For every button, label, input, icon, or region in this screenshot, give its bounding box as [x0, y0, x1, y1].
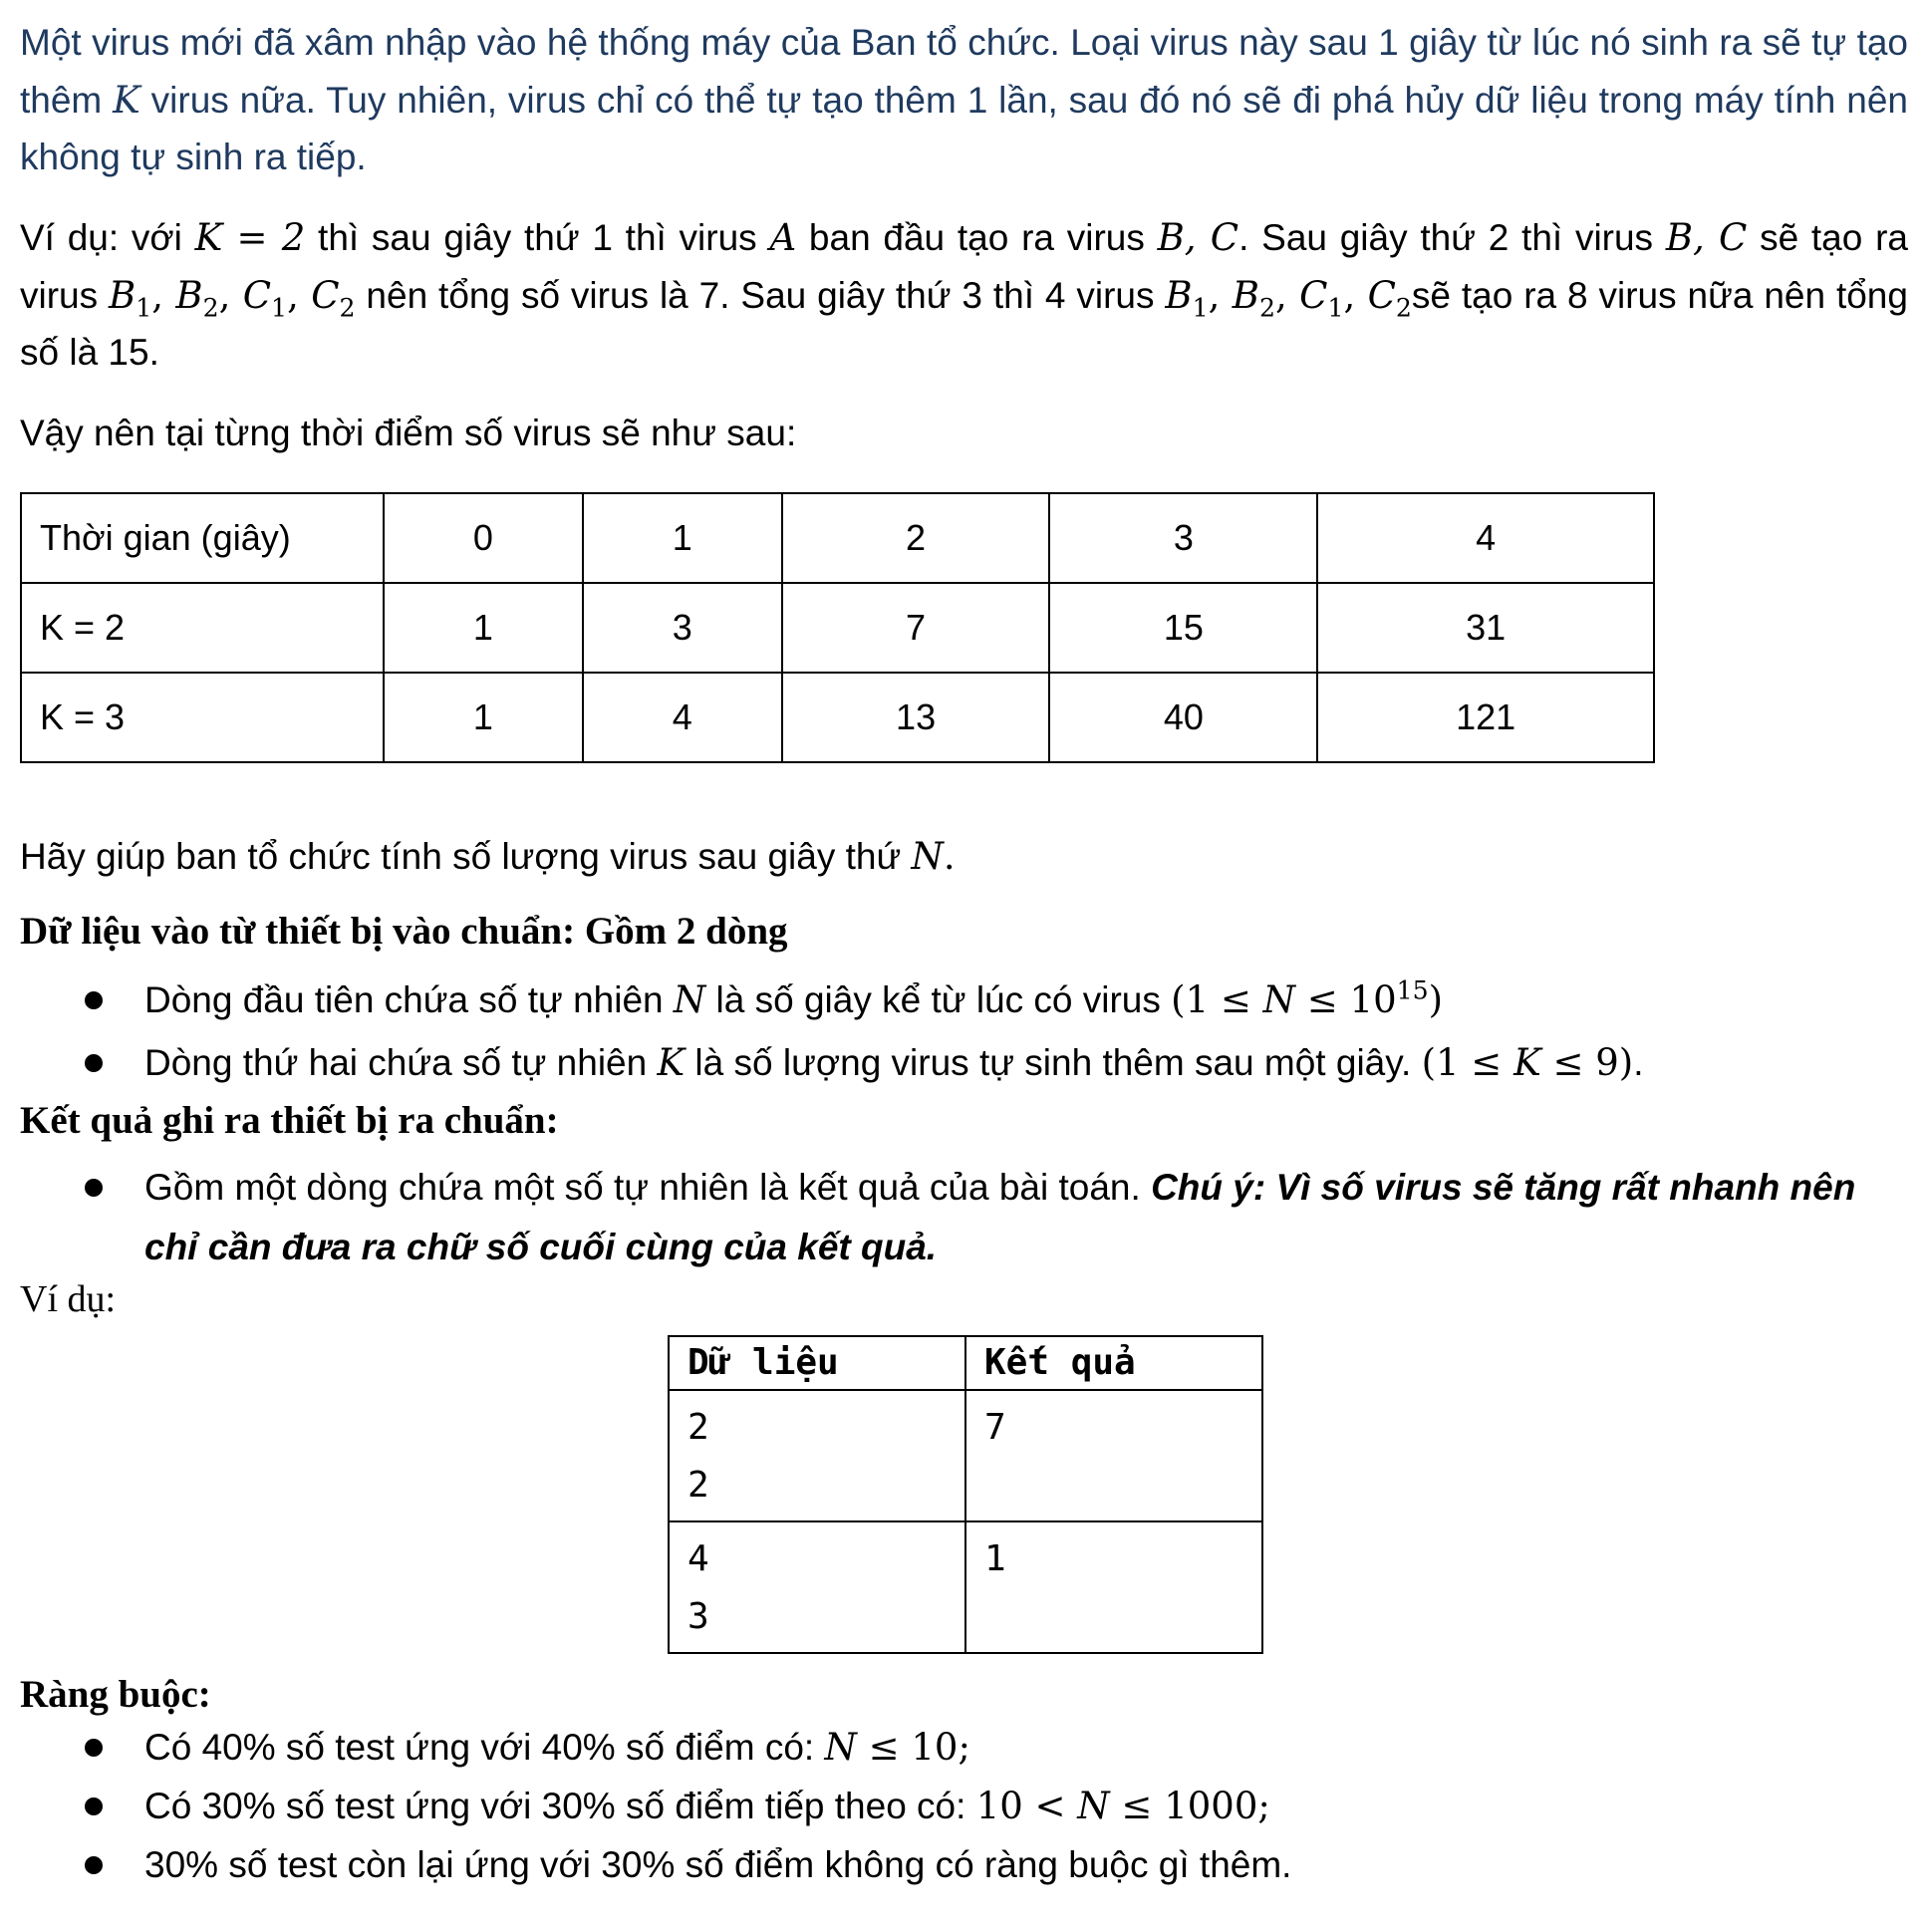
bullet-icon [85, 1797, 103, 1815]
example-text: Ví dụ: với [20, 217, 195, 258]
output-heading: Kết quả ghi ra thiết bị ra chuẩn: [20, 1099, 559, 1142]
bullet-icon [85, 1054, 103, 1072]
input-line: 3 [688, 1596, 709, 1637]
output-list [0, 1158, 1908, 1277]
item-text: Dòng đầu tiên chứa số tự nhiên [144, 979, 674, 1020]
table-cell: 1 [583, 493, 782, 583]
var-a: A [769, 216, 797, 259]
input-heading: Dữ liệu vào từ thiết bị vào chuẩn: Gồm 2 dòng [20, 910, 788, 953]
table-cell: 7 [782, 583, 1050, 673]
subscript: 2 [339, 292, 356, 322]
subscript: 1 [136, 292, 152, 322]
bullet-icon [85, 1856, 103, 1874]
subscript: 2 [1258, 292, 1275, 322]
table-cell: 121 [1317, 673, 1654, 762]
punctuation: . [943, 835, 956, 878]
example-paragraph [20, 209, 1908, 382]
math: ≤ 9) [1540, 1041, 1634, 1084]
math: ≤ 1000; [1109, 1785, 1270, 1827]
var-c: C [1299, 273, 1328, 317]
list-item [0, 1777, 1908, 1835]
var-k: K [1513, 1041, 1541, 1084]
table-cell: 13 [782, 673, 1050, 762]
item-text: Có 30% số test ứng với 30% số điểm tiếp theo có: [144, 1786, 976, 1826]
subscript: 2 [202, 292, 219, 322]
punctuation: . [1633, 1042, 1644, 1083]
math: (1 ≤ [1171, 978, 1263, 1021]
var-k: K [113, 78, 140, 122]
var-b: B [1165, 273, 1193, 317]
example-text: nên tổng số virus là 7. Sau giây thứ 3 thì 4 virus [355, 274, 1166, 316]
subscript: 1 [1192, 292, 1209, 322]
bullet-icon [85, 1179, 103, 1197]
bullet-icon [85, 1739, 103, 1757]
math: (1 ≤ [1421, 1041, 1514, 1084]
math-b-c: B, C [1665, 216, 1748, 259]
input-line: 2 [688, 1407, 709, 1448]
list-item [0, 1718, 1908, 1777]
table-cell: 1 [965, 1521, 1262, 1653]
table-cell: 4 [583, 673, 782, 762]
var-k: K [657, 1041, 686, 1084]
table-header-row [669, 1336, 1262, 1390]
table-row [669, 1521, 1262, 1653]
intro-paragraph [20, 14, 1908, 186]
table-cell: 3 [1049, 493, 1317, 583]
superscript: 15 [1396, 975, 1429, 1005]
item-text: Dòng thứ hai chứa số tự nhiên [144, 1042, 658, 1083]
var-n: N [1077, 1785, 1110, 1827]
table-row [669, 1390, 1262, 1521]
var-n: N [824, 1726, 857, 1769]
table-cell [669, 1390, 965, 1521]
list-item [0, 1158, 1908, 1277]
list-item [0, 1835, 1908, 1894]
input-line: 2 [688, 1465, 709, 1506]
var-c: C [1367, 273, 1396, 317]
subscript: 1 [1327, 292, 1344, 322]
input-line: 4 [688, 1538, 709, 1579]
list-item [0, 968, 1908, 1031]
var-b: B [109, 273, 137, 317]
math: ) [1428, 978, 1444, 1021]
table-cell: Dữ liệu [669, 1336, 965, 1390]
constraints-heading: Ràng buộc: [20, 1673, 211, 1716]
example-text: thì sau giây thứ 1 thì virus [305, 217, 770, 258]
intro-text-2: virus nữa. Tuy nhiên, virus chỉ có thể tự tạo thêm 1 lần, sau đó nó sẽ đi phá hủy dữ liệu trong máy tính nên không tự sinh ra tiếp. [20, 79, 1908, 177]
table-row [21, 673, 1654, 762]
task-text: Hãy giúp ban tổ chức tính số lượng virus sau giây thứ [20, 836, 912, 877]
table-cell: 31 [1317, 583, 1654, 673]
math-b1-b2-c1-c2: $B_1$, $B_2$, $C_1$, $C_2$ [109, 273, 356, 322]
table-intro-text: Vậy nên tại từng thời điểm số virus sẽ như sau: [20, 413, 797, 453]
table-cell: 2 [782, 493, 1050, 583]
subscript: 1 [271, 292, 288, 322]
var-b: B [175, 273, 203, 317]
note-warning: Chú ý: Vì số virus sẽ tăng rất nhanh nên chỉ cần đưa ra chữ số cuối cùng của kết quả. [144, 1167, 1856, 1267]
var-b: B [1232, 273, 1259, 317]
var-n: N [1262, 978, 1296, 1021]
table-cell: 0 [384, 493, 583, 583]
intro-text-1: Một virus mới đã xâm nhập vào hệ thống máy của Ban tổ chức. Loại virus này sau 1 giây từ lúc nó sinh ra sẽ tự tạo thêm [20, 22, 1908, 121]
task-question [20, 827, 1908, 887]
table-cell: 15 [1049, 583, 1317, 673]
item-text: Có 40% số test ứng với 40% số điểm có: [144, 1727, 825, 1768]
sample-io-table [668, 1335, 1263, 1654]
var-n: N [673, 978, 706, 1021]
math: ≤ 10 [1295, 978, 1397, 1021]
table-cell: 40 [1049, 673, 1317, 762]
math: 10 < [975, 1785, 1078, 1827]
example-text: ban đầu tạo ra virus [796, 217, 1158, 258]
table-cell: 7 [965, 1390, 1262, 1521]
table-cell: 4 [1317, 493, 1654, 583]
item-text: là số giây kể từ lúc có virus [705, 979, 1172, 1020]
table-cell: Kết quả [965, 1336, 1262, 1390]
var-n: N [911, 835, 944, 878]
constraints-list [0, 1718, 1908, 1894]
math-b-c: B, C [1157, 216, 1239, 259]
var-c: C [311, 273, 340, 317]
item-text: Gồm một dòng chứa một số tự nhiên là kết quả của bài toán. [144, 1167, 1152, 1208]
table-cell: 1 [384, 673, 583, 762]
table-cell [669, 1521, 965, 1653]
table-cell: Thời gian (giây) [21, 493, 384, 583]
example-label: Ví dụ: [20, 1278, 117, 1320]
item-text: 30% số test còn lại ứng với 30% số điểm không có ràng buộc gì thêm. [144, 1844, 1292, 1885]
virus-growth-table [20, 492, 1655, 763]
example-text: sẽ tạo ra virus [20, 217, 1908, 316]
table-header-row [21, 493, 1654, 583]
var-c: C [242, 273, 272, 317]
item-text: là số lượng virus tự sinh thêm sau một giây. [685, 1042, 1422, 1083]
subscript: 2 [1395, 292, 1412, 322]
example-text: sẽ tạo ra 8 virus nữa nên tổng số là 15. [20, 274, 1908, 373]
table-cell: 1 [384, 583, 583, 673]
table-row [21, 583, 1654, 673]
math-b1-b2-c1-c2: $B_1$, $B_2$, $C_1$, $C_2$ [1165, 273, 1412, 322]
list-item [0, 1031, 1908, 1094]
bullet-icon [85, 991, 103, 1009]
math: ≤ 10; [856, 1726, 970, 1769]
table-cell: K = 3 [21, 673, 384, 762]
input-list [0, 968, 1908, 1094]
table-cell: 3 [583, 583, 782, 673]
table-cell: K = 2 [21, 583, 384, 673]
example-text: . Sau giây thứ 2 thì virus [1238, 217, 1666, 258]
math-k-equals-2: K = 2 [194, 216, 306, 259]
